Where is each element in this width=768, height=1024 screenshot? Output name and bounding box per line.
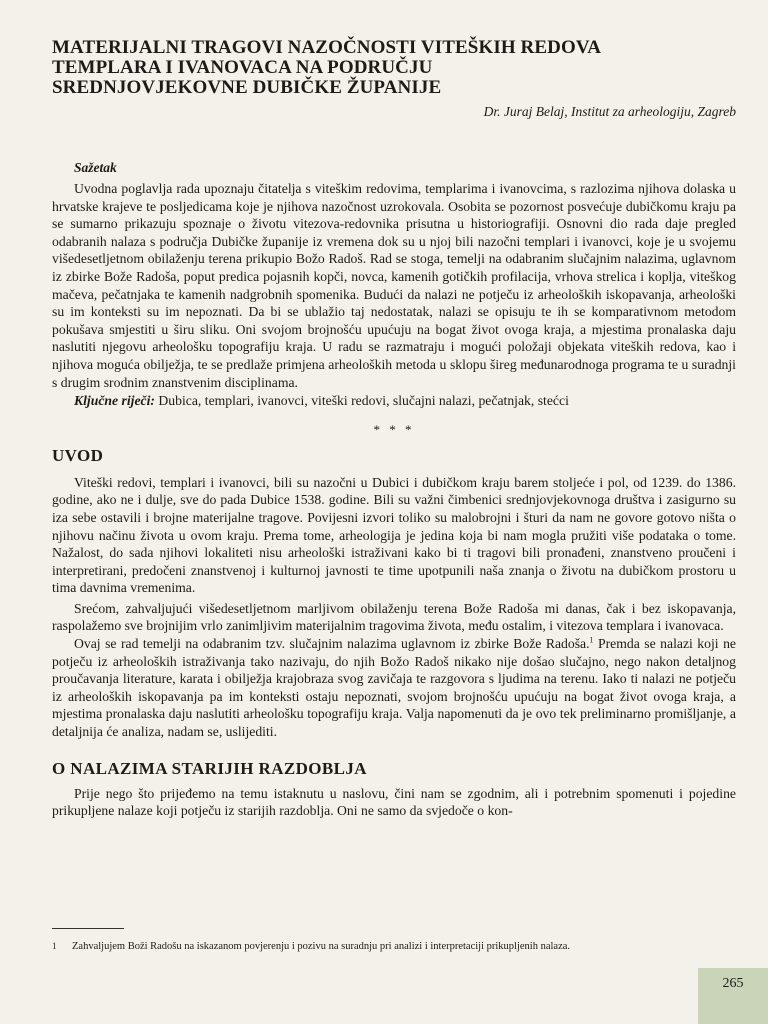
keywords-label: Ključne riječi: [74,393,155,409]
footnote-reference[interactable]: 1 [589,635,594,645]
article-title [52,38,736,98]
uvod-paragraph-3-part-1: Ovaj se rad temelji na odabranim tzv. slučajnim nalazima uglavnom iz zbirke Bože Radoša. [74,636,590,652]
section-heading-uvod: UVOD [52,445,104,465]
uvod-paragraph-2: Srećom, zahvaljujući višedesetljetnom marljivom obilaženju terena Bože Radoša mi danas, čak i bez iskopavanja, raspolažemo sve brojnijim vrlo zanimljivim materijalnim tragovima života, među ostalim, i vitezova templara i ivanovaca. [52,600,736,634]
abstract-text: Uvodna poglavlja rada upoznaju čitatelja s viteškim redovima, templarima i ivanovcima, s razlozima njihova dolaska u hrvatske krajeve te posljedicama koje je njihova nazočnost uzrokovala. Osobita se pozornost posvećuje dubičkomu kraju pa se sumarno prikazuju spoznaje o životu vitezova-redovnika prisutna u historiografiji. Osnovni dio rada daje pregled odabranih nalaza s područja Dubičke županije iz vremena dok su u njoj bili nazočni templari i ivanovci, koje je u svojemu višedesetljetnom obilaženju terena prikupio Božo Radoš. Rad se stoga, temelji na odabranim slučajnim nalazima, uglavnom iz zbirke Bože Radoša, poput predica pojasnih kopči, novca, kamenih gotičkih profilacija, vrhova strelica i koplja, viteškog mačeva, pečatnjaka te kamenih nadgrobnih spomenika. Budući da nalazi ne potječu iz arheoloških iskopavanja, arheološki su im konteksti su im nepoznati. Da bi se ublažio taj nedostatak, nalazi se opisuju te ih se komparativnom metodom pokušava smjestiti u širu sliku. Oni svojom brojnošću upućuju na bogat život ovoga kraja, a mjestima pronalaska daju naslutiti njegovu arheološku topografiju kraja. U radu se razmatraju i mogući položaji objekata viteških redova, kao i njihova moguća obilježja, te se predlaže primjena arheoloških metoda u sklopu šireg međunarodnoga programa te u suradnji s drugim srodnim znanstvenim disciplinama. [52,181,736,390]
uvod-paragraph-3-part-2: Premda se nalazi koji ne potječu iz arheoloških istraživanja tako nazivaju, do njih Božo Radoš nikako nije došao slučajno, nego nakon detaljnog proučavanja literature, karata i obilježja krajobraza svog zavičaja te razgovora s ljudima na terenu. Iako ti nalazi ne potječu iz arheoloških iskopavanja pa im konteksti ostaju nepoznati, svojom brojnošću upućuju na bogat život ovoga kraja, a mjestima pronalaska daju naslutiti arheološku topografiju kraja. Valja napomenuti da je ovo tek preliminarno promišljanje, a detaljnija će analiza, nadam se, uslijediti. [52,636,736,740]
section-heading-nalazi: O NALAZIMA STARIJIH RAZDOBLJA [52,758,367,778]
section-separator: * * * [373,421,415,437]
article-page [52,38,736,820]
article-author: Dr. Juraj Belaj, Institut za arheologiju, Zagreb [483,104,736,119]
footnote [52,940,736,953]
title-line-2: TEMPLARA I IVANOVACA NA PODRUČJU [52,57,433,78]
uvod-paragraph-1: Viteški redovi, templari i ivanovci, bili su nazočni u Dubici i dubičkom kraju barem stoljeće i pol, od 1239. do 1386. godine, ako ne i dulje, sve do pada Dubice 1538. godine. Bili su važni čimbenici srednjovjekovnoga društva i zasigurno su iza sebe ostavili i brojne materijalne tragove. Povijesni izvori toliko su malobrojni i šturi da nam ne govore gotovo ništa o njihovu načinu života u ovom kraju. Prema tome, arheologija je jedina koja bi nam mogla pružiti više podataka o tome. Nažalost, do sada njihovi lokaliteti nisu arheološki istraživani kako bi ti tragovi bili pronađeni, znanstveno proučeni i interpretirani, predočeni znanstvenoj i kulturnoj javnosti te time upotpunili naša znanja o životu na dubičkom prostoru u tima davnima vremenima. [52,474,736,596]
nalazi-paragraph-1: Prije nego što prijeđemo na temu istaknutu u naslovu, čini nam se zgodnim, ali i potrebnim spomenuti i pojedine prikupljene nalaze koji potječu iz starijih razdoblja. Oni ne samo da svjedoče o kon- [52,785,736,819]
keywords-paragraph [52,392,736,410]
footnote-text: Zahvaljujem Boži Radošu na iskazanom povjerenju i pozivu na suradnju pri analizi i interpretaciji prikupljenih nalaza. [72,941,571,952]
footnote-number: 1 [52,941,57,951]
abstract-heading: Sažetak [74,160,117,175]
title-line-1: MATERIJALNI TRAGOVI NAZOČNOSTI VITEŠKIH REDOVA [52,37,602,58]
keywords-list: Dubica, templari, ivanovci, viteški redovi, slučajni nalazi, pečatnjak, stećci [158,393,569,409]
footnote-divider [52,928,124,929]
uvod-paragraph-3 [52,635,736,741]
title-line-3: SREDNJOVJEKOVNE DUBIČKE ŽUPANIJE [52,77,442,98]
page-number: 265 [698,968,768,1024]
